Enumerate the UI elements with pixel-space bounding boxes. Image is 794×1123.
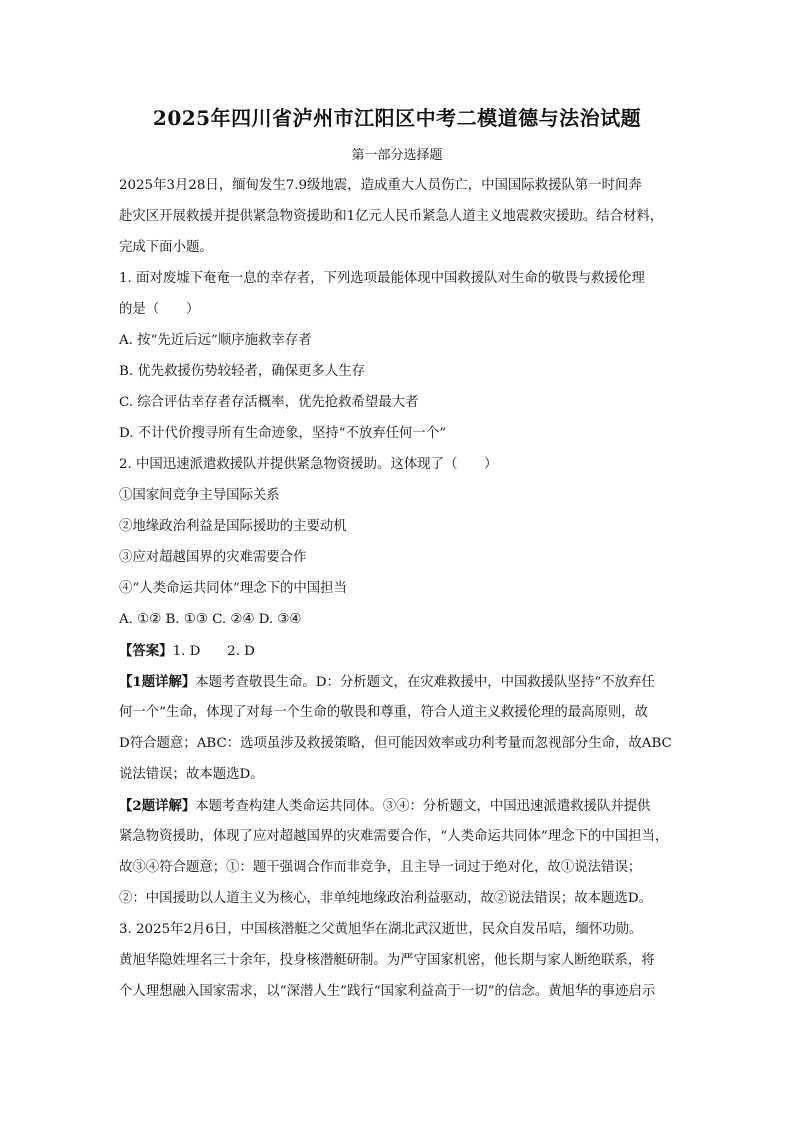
question-3-line-2: 黄旭华隐姓埋名三十余年，投身核潜艇研制。为严守国家机密，他长期与家人断绝联系，将 — [119, 953, 655, 968]
explanation-2-line-3: 故③④符合题意；①：题干强调合作而非竞争，且主导一词过于绝对化，故①说法错误； — [119, 860, 642, 875]
question-1-stem-line-2: 的是（ ） — [119, 302, 200, 317]
question-2-options: A. ①② B. ①③ C. ②④ D. ③④ — [119, 612, 302, 627]
explanation-2-line-2: 紧急物资援助，体现了应对超越国界的灾难需要合作，“人类命运共同体”理念下的中国担当， — [119, 829, 669, 844]
question-1-option-c: C. 综合评估幸存者存活概率，优先抢救希望最大者 — [119, 395, 419, 410]
answer-line: 【答案】1. D 2. D — [119, 643, 255, 659]
question-3-line-3: 个人理想融入国家需求，以“深潜人生”践行“国家利益高于一切”的信念。黄旭华的事迹启示 — [119, 984, 656, 999]
explanation-1-line-2: 何一个”生命，体现了对每一个生命的敬畏和尊重，符合人道主义救援伦理的最高原则，故 — [119, 705, 649, 720]
intro-text-line-3: 完成下面小题。 — [119, 240, 213, 255]
explanation-2-line-1: 【2题详解】本题考查构建人类命运共同体。③④：分析题文，中国迅速派遣救援队并提供 — [119, 798, 651, 814]
question-1-option-a: A. 按“先近后远”顺序施救幸存者 — [119, 333, 312, 348]
explanation-1-line-1: 【1题详解】本题考查敬畏生命。D：分析题文，在灾难救援中，中国救援队坚持“不放弃任 — [119, 674, 655, 690]
explanation-1-line-4: 说法错误；故本题选D。 — [119, 767, 264, 782]
bracket-label: 【答案】 — [119, 643, 173, 659]
intro-text-line-1: 2025年3月28日，缅甸发生7.9级地震，造成重大人员伤亡，中国国际救援队第一时间奔 — [119, 178, 642, 193]
question-2-statement-4: ④“人类命运共同体”理念下的中国担当 — [119, 581, 347, 596]
question-1-option-b: B. 优先救援伤势较轻者，确保更多人生存 — [119, 364, 365, 379]
question-2-statement-2: ②地缘政治利益是国际援助的主要动机 — [119, 519, 347, 534]
question-1-stem-line-1: 1. 面对废墟下奄奄一息的幸存者，下列选项最能体现中国救援队对生命的敬畏与救援伦理 — [119, 271, 645, 286]
intro-text-line-2: 赴灾区开展救援并提供紧急物资援助和1亿元人民币紧急人道主义地震救灾援助。结合材料， — [119, 209, 664, 224]
question-2-statement-1: ①国家间竞争主导国际关系 — [119, 488, 280, 503]
bracket-label: 【1题详解】 — [119, 674, 196, 690]
question-3-line-1: 3. 2025年2月6日，中国核潜艇之父黄旭华在湖北武汉逝世，民众自发吊唁，缅怀功勋。 — [119, 922, 643, 937]
question-2-statement-3: ③应对超越国界的灾难需要合作 — [119, 550, 307, 565]
explanation-2-line-4: ②：中国援助以人道主义为核心，非单纯地缘政治利益驱动，故②说法错误；故本题选D。 — [119, 891, 652, 906]
document-title: 2025年四川省泸州市江阳区中考二模道德与法治试题 — [152, 106, 642, 130]
bracket-label: 【2题详解】 — [119, 798, 196, 814]
question-1-option-d: D. 不计代价搜寻所有生命迹象，坚持“不放弃任何一个” — [119, 426, 447, 441]
explanation-1-line-3: D符合题意；ABC：选项虽涉及救援策略，但可能因效率或功利考量而忽视部分生命，故ABC — [119, 736, 672, 751]
question-2-stem: 2. 中国迅速派遣救援队并提供紧急物资援助。这体现了（ ） — [119, 457, 498, 472]
section-heading: 第一部分选择题 — [351, 148, 443, 163]
